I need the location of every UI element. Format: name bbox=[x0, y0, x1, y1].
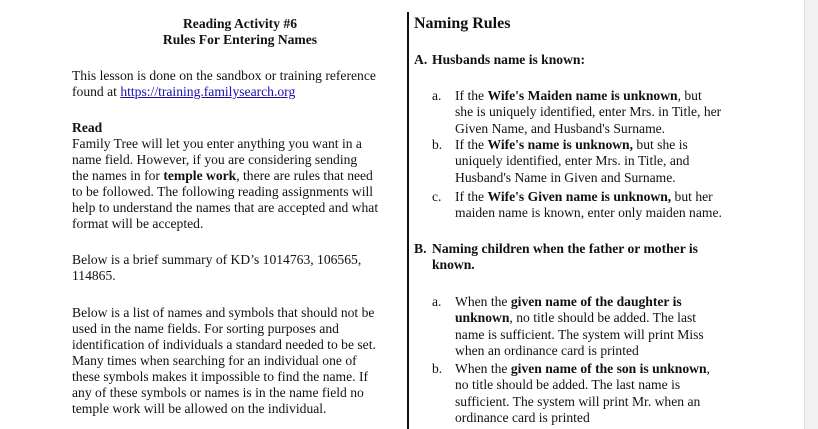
training-link[interactable]: https://training.familysearch.org bbox=[120, 84, 296, 99]
symbols-line-1: Below is a list of names and symbols that should not be bbox=[72, 305, 375, 320]
read-line-1: Family Tree will let you enter anything you want in a bbox=[72, 136, 362, 151]
activity-title: Reading Activity #6 bbox=[182, 16, 298, 31]
symbols-line-6: any of these symbols or names is in the name field no bbox=[72, 385, 364, 400]
symbols-line-4: Many times when searching for an individual one of bbox=[72, 353, 357, 368]
naming-rules-heading: Naming Rules bbox=[414, 15, 511, 32]
symbols-line-3: identification of individuals a standard needed to be set. bbox=[72, 337, 376, 352]
symbols-line-7: temple work will be allowed on the individual. bbox=[72, 401, 327, 416]
read-line-6: format will be accepted. bbox=[72, 216, 204, 231]
read-line-5: help to understand the names that are accepted and what bbox=[72, 200, 379, 215]
section-a-heading: A. Husbands name is known: bbox=[414, 52, 585, 67]
section-b-heading: B. Naming children when the father or mother is known. bbox=[414, 241, 698, 273]
summary-line-2: 114865. bbox=[72, 268, 116, 283]
temple-work-emphasis: temple work bbox=[163, 168, 237, 183]
symbols-line-5: these symbols makes it impossible to find the name. If bbox=[72, 369, 368, 384]
read-line-4: to be followed. The following reading assignments will bbox=[72, 184, 374, 199]
section-b-item-a: a. When the given name of the daughter is unknown, no title should be added. The last name is sufficient. The system will print Miss when an ordinance card is printed bbox=[432, 294, 704, 359]
section-a-item-c: c. If the Wife's Given name is unknown, but her maiden name is known, enter only maiden name. bbox=[432, 189, 722, 221]
summary-line-1: Below is a brief summary of KD’s 1014763, 106565, bbox=[72, 252, 362, 267]
read-heading: Read bbox=[72, 120, 103, 135]
activity-subtitle: Rules For Entering Names bbox=[162, 32, 318, 47]
symbols-line-2: used in the name fields. For sorting purposes and bbox=[72, 321, 339, 336]
section-a-item-b: b. If the Wife's name is unknown, but she is uniquely identified, enter Mrs. in Title, and Husband's Name in Given and Surname. bbox=[432, 137, 690, 185]
read-line-2: name field. However, if you are considering sending bbox=[72, 152, 358, 167]
section-a-item-a: a. If the Wife's Maiden name is unknown, but she is uniquely identified, enter Mrs. in Title, her Given Name, and Husband's Surname. bbox=[432, 88, 722, 136]
read-line-3: the names in for temple work, there are rules that need bbox=[72, 168, 373, 183]
section-b-item-b: b. When the given name of the son is unknown, no title should be added. The last name is sufficient. The system will print Mr. when an ordinance card is printed bbox=[432, 361, 710, 426]
intro-line-1: This lesson is done on the sandbox or training reference bbox=[72, 68, 376, 83]
intro-line-2: found at https://training.familysearch.org bbox=[72, 84, 296, 99]
